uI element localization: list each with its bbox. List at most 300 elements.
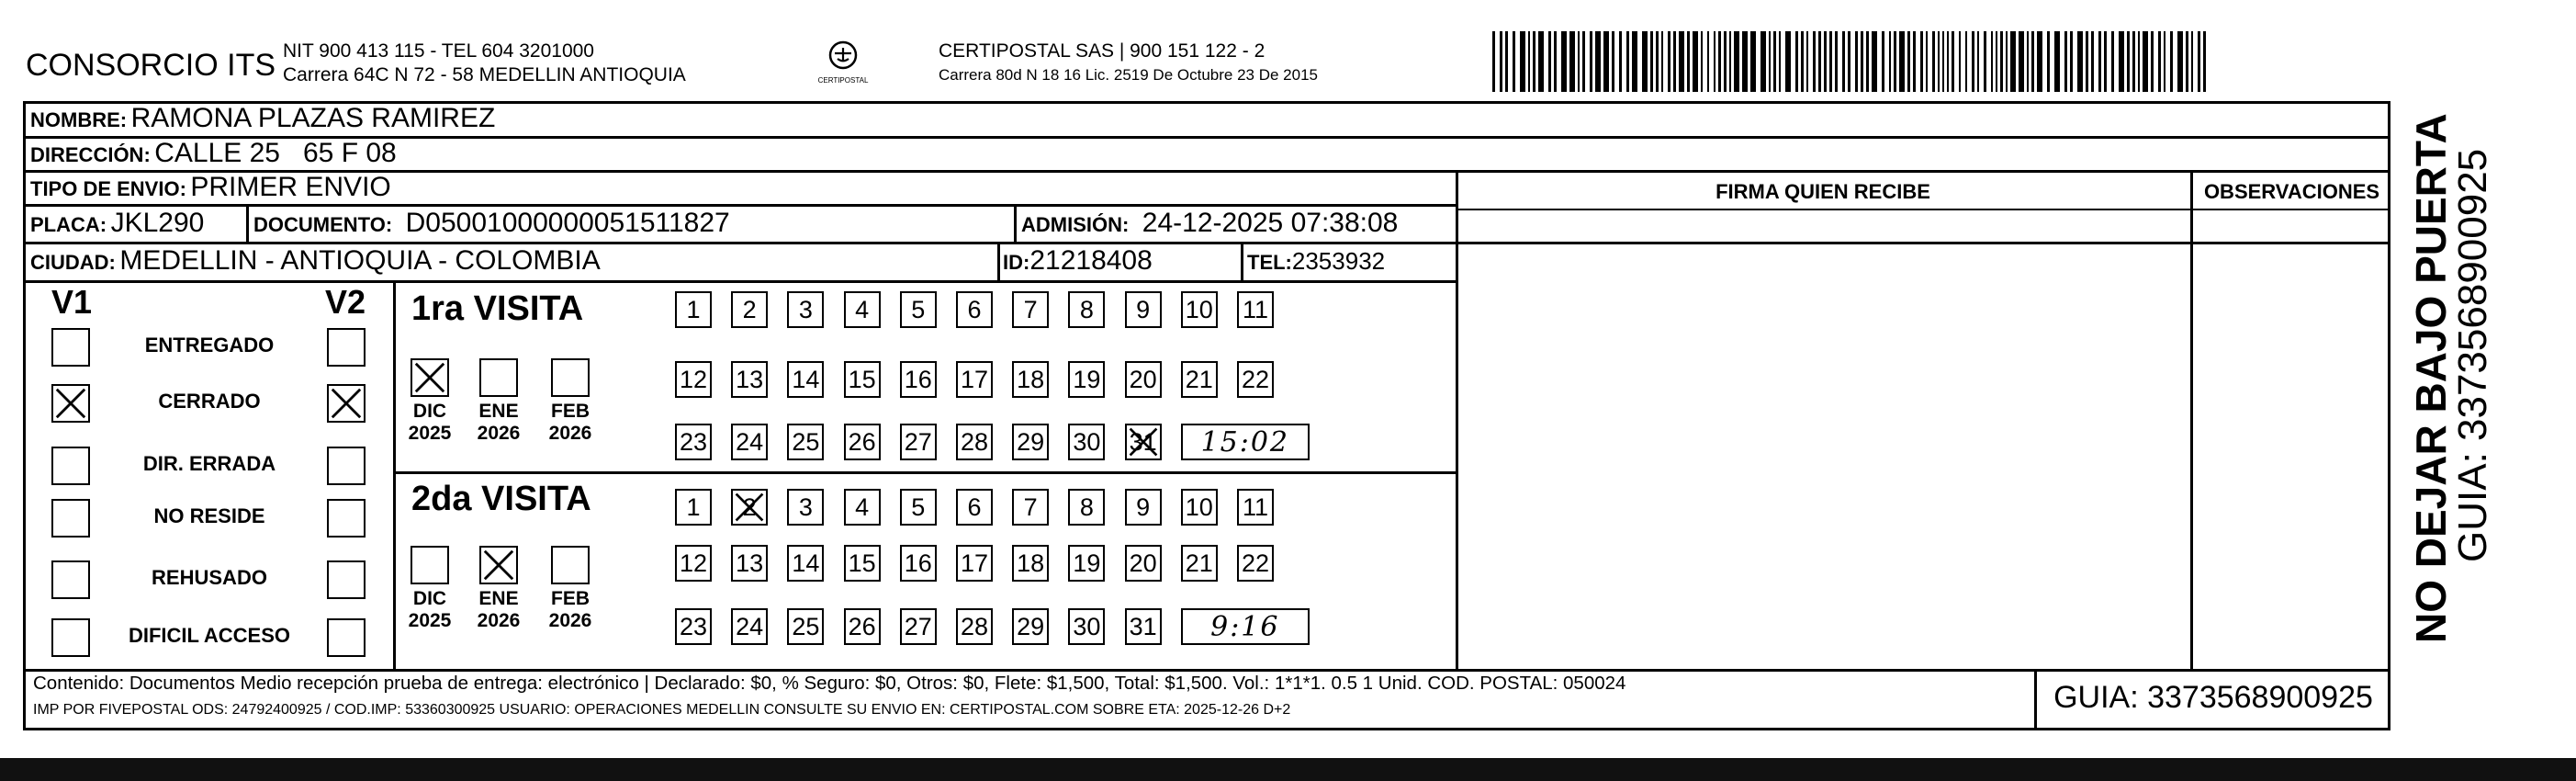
ciudad-label: CIUDAD: [30, 251, 116, 274]
day-box[interactable] [675, 361, 712, 398]
barcode-bar [1899, 31, 1905, 92]
day-number: 10 [1185, 295, 1213, 323]
day-box[interactable] [731, 291, 768, 328]
status-v1-checkbox[interactable] [51, 499, 90, 538]
x-mark-icon [481, 548, 516, 583]
courier-license: Carrera 80d N 18 16 Lic. 2519 De Octubre 23 De 2015 [939, 66, 1318, 84]
day-number: 25 [792, 427, 820, 456]
admision-cell [1021, 208, 1398, 239]
bottom-edge [0, 758, 2576, 781]
month-label [542, 588, 599, 632]
day-box[interactable] [1125, 489, 1162, 526]
barcode-bar [2091, 31, 2094, 92]
day-number: 10 [1185, 492, 1213, 521]
month-checkbox[interactable] [411, 358, 449, 397]
day-box[interactable] [1012, 291, 1049, 328]
nombre-label: NOMBRE: [30, 108, 128, 131]
id-cell [1003, 245, 1153, 277]
day-number: 21 [1185, 365, 1213, 393]
tipo-envio-row [30, 172, 391, 203]
placa-cell [30, 208, 204, 239]
day-box[interactable] [1012, 545, 1049, 582]
barcode-bar [1824, 31, 1827, 92]
barcode-bar [2151, 31, 2154, 92]
documento-value: D05001000000051511827 [405, 208, 730, 238]
barcode-bar [2170, 31, 2173, 92]
day-number: 14 [792, 549, 820, 577]
month-name: FEB [551, 401, 590, 422]
day-number: 16 [904, 365, 932, 393]
barcode-bar [1848, 31, 1850, 92]
status-v2-checkbox[interactable] [327, 384, 366, 423]
day-box[interactable] [900, 361, 937, 398]
day-box[interactable] [956, 361, 993, 398]
barcode-bar [1569, 31, 1575, 92]
barcode-bar [2077, 31, 2083, 92]
day-number: 13 [736, 549, 764, 577]
barcode-bar [1656, 31, 1659, 92]
barcode-bar [2164, 31, 2165, 92]
barcode-bar [1779, 31, 1781, 92]
observaciones-label: OBSERVACIONES [2203, 180, 2380, 203]
guia-box: GUIA: 3373568900925 [2053, 680, 2373, 715]
status-v2-checkbox[interactable] [327, 499, 366, 538]
status-v1-checkbox[interactable] [51, 384, 90, 423]
barcode-bar [1882, 31, 1884, 92]
barcode-bar [1785, 31, 1791, 92]
day-number: 23 [679, 427, 708, 456]
imp-text: IMP POR FIVEPOSTAL ODS: 24792400925 / COD.IMP: 53360300925 USUARIO: OPERACIONES MEDELLIN CONSULTE SU ENVIO EN: CERTIPOSTAL.COM SOBRE ETA: 2025-12-26 D+2 [33, 702, 1291, 718]
day-box[interactable] [844, 489, 881, 526]
barcode-bar [2127, 31, 2130, 92]
month-checkbox[interactable] [479, 546, 518, 584]
tel-label: TEL: [1247, 251, 1292, 274]
barcode-bar [2031, 31, 2034, 92]
day-box[interactable] [956, 489, 993, 526]
x-mark-icon [53, 386, 88, 421]
barcode-bar [1769, 31, 1771, 92]
barcode-bar [1668, 31, 1670, 92]
documento-cell [253, 208, 730, 239]
day-number: 12 [679, 549, 708, 577]
tel-value: 2353932 [1291, 247, 1386, 275]
placa-value: JKL290 [110, 208, 205, 238]
barcode-bar [1760, 31, 1766, 92]
month-name: ENE [478, 401, 519, 422]
ciudad-cell [30, 245, 601, 277]
day-box[interactable] [1125, 361, 1162, 398]
barcode-bar [2203, 31, 2206, 92]
day-number: 28 [960, 427, 989, 456]
barcode-bar [1947, 31, 1949, 92]
barcode-bar [1742, 31, 1748, 92]
day-box[interactable] [675, 424, 712, 460]
handwritten-time: 15:02 [1181, 424, 1310, 460]
day-box[interactable] [1068, 545, 1105, 582]
visit2-title: 2da VISITA [411, 480, 591, 518]
day-number: 11 [1242, 295, 1269, 323]
month-checkbox[interactable] [551, 546, 590, 584]
barcode-bar [1926, 31, 1928, 92]
contenido-text: Contenido: Documentos Medio recepción prueba de entrega: electrónico | Declarado: $0, % Seguro: $0, Otros: $0, Flete: $1,500, Total: $1,500. Vol.: 1*1*1. 0.5 1 Unid. COD. POSTAL: 050024 [33, 673, 1626, 694]
month-checkbox[interactable] [411, 546, 449, 584]
month-label [470, 401, 527, 445]
barcode-bar [2119, 31, 2124, 92]
day-box[interactable] [731, 489, 768, 526]
day-number: 3 [798, 492, 813, 521]
day-box[interactable] [900, 291, 937, 328]
month-name: DIC [412, 588, 447, 609]
day-number: 27 [904, 427, 932, 456]
month-label [542, 401, 599, 445]
barcode-bar [1492, 31, 1495, 92]
courier-line: CERTIPOSTAL SAS | 900 151 122 - 2 [939, 40, 1266, 62]
signature-area[interactable] [1460, 213, 2188, 667]
day-number: 5 [911, 295, 926, 323]
day-box[interactable] [1181, 489, 1218, 526]
day-number: 18 [1017, 365, 1045, 393]
logo-text: CERTIPOSTAL [817, 76, 869, 85]
barcode-bar [2070, 31, 2073, 92]
barcode-bar [1612, 31, 1614, 92]
day-number: 22 [1241, 365, 1270, 393]
day-box[interactable] [956, 608, 993, 645]
barcode-bar [2177, 31, 2183, 92]
id-label: ID: [1003, 251, 1030, 274]
day-number: 23 [679, 612, 708, 640]
direccion-value: CALLE 25 65 F 08 [154, 138, 397, 168]
x-mark-icon [733, 491, 766, 524]
certipostal-logo [816, 37, 871, 92]
x-mark-icon [329, 386, 364, 421]
company-name: CONSORCIO ITS [26, 48, 276, 83]
barcode-bar [1538, 31, 1544, 92]
status-v1-checkbox[interactable] [51, 560, 90, 599]
day-number: 20 [1129, 549, 1157, 577]
day-box[interactable] [1125, 424, 1162, 460]
barcode-bar [2054, 31, 2060, 92]
day-box[interactable] [956, 291, 993, 328]
day-box[interactable] [844, 545, 881, 582]
barcode-bar [1991, 31, 1993, 92]
x-mark-icon [1127, 425, 1160, 458]
barcode-bar [1806, 31, 1808, 92]
barcode-bar [1835, 31, 1838, 92]
barcode-bar [2010, 31, 2016, 92]
barcode-bar [1932, 31, 1935, 92]
barcode-bar [2186, 31, 2188, 92]
day-box[interactable] [787, 291, 824, 328]
day-box[interactable] [787, 545, 824, 582]
month-checkbox[interactable] [479, 358, 518, 397]
barcode-bar [1693, 31, 1698, 92]
day-box[interactable] [675, 489, 712, 526]
day-number: 19 [1073, 365, 1101, 393]
day-number: 18 [1017, 549, 1045, 577]
day-box[interactable] [956, 424, 993, 460]
day-box[interactable] [1181, 361, 1218, 398]
day-box[interactable] [787, 361, 824, 398]
day-number: 26 [848, 612, 876, 640]
nombre-value: RAMONA PLAZAS RAMIREZ [130, 103, 496, 133]
day-box[interactable] [1068, 291, 1105, 328]
month-year: 2026 [477, 423, 521, 444]
barcode-bar [1813, 31, 1816, 92]
direccion-label: DIRECCIÓN: [30, 143, 151, 166]
barcode-bar [1619, 31, 1622, 92]
placa-label: PLACA: [30, 213, 107, 236]
day-number: 27 [904, 612, 932, 640]
day-number: 1 [686, 492, 701, 521]
day-box[interactable] [900, 545, 937, 582]
v2-label: V2 [325, 283, 366, 321]
month-name: DIC [412, 401, 447, 422]
day-box[interactable] [787, 424, 824, 460]
status-v1-checkbox[interactable] [51, 328, 90, 367]
barcode-bar [2086, 31, 2088, 92]
status-v1-checkbox[interactable] [51, 618, 90, 657]
barcode-bar [2143, 31, 2148, 92]
day-box[interactable] [844, 424, 881, 460]
barcode-bar [1829, 31, 1832, 92]
month-checkbox[interactable] [551, 358, 590, 397]
day-number: 1 [686, 295, 701, 323]
month-year: 2026 [548, 423, 592, 444]
barcode-bar [1642, 31, 1648, 92]
day-number: 5 [911, 492, 926, 521]
barcode-bar [1972, 31, 1974, 92]
day-number: 15 [848, 549, 876, 577]
status-label: REHUSADO [152, 566, 267, 589]
day-number: 2 [742, 492, 757, 521]
day-box[interactable] [1012, 424, 1049, 460]
day-box[interactable] [1012, 608, 1049, 645]
day-number: 6 [967, 492, 982, 521]
day-number: 31 [1129, 427, 1157, 456]
status-v2-checkbox[interactable] [327, 328, 366, 367]
day-box[interactable] [1237, 545, 1274, 582]
barcode-bar [2000, 31, 2003, 92]
day-box[interactable] [900, 489, 937, 526]
barcode-bar [1729, 31, 1731, 92]
ciudad-value: MEDELLIN - ANTIOQUIA - COLOMBIA [119, 245, 601, 276]
barcode-bar [2104, 31, 2107, 92]
day-number: 17 [960, 549, 989, 577]
company-nit: NIT 900 413 115 - TEL 604 3201000 [283, 40, 594, 62]
day-number: 3 [798, 295, 813, 323]
day-number: 29 [1017, 612, 1045, 640]
day-box[interactable] [1125, 545, 1162, 582]
month-label [401, 588, 458, 632]
admision-label: ADMISIÓN: [1021, 213, 1130, 236]
barcode-bar [1632, 31, 1637, 92]
barcode-bar [2006, 31, 2008, 92]
day-box[interactable] [1068, 608, 1105, 645]
barcode-bar [1952, 31, 1954, 92]
month-name: FEB [551, 588, 590, 609]
day-number: 7 [1023, 295, 1038, 323]
barcode-bar [1603, 31, 1609, 92]
barcode-bar [2132, 31, 2135, 92]
tipo-envio-value: PRIMER ENVIO [190, 172, 391, 202]
day-box[interactable] [1181, 545, 1218, 582]
day-box[interactable] [1237, 489, 1274, 526]
day-box[interactable] [1012, 361, 1049, 398]
month-year: 2025 [408, 423, 452, 444]
barcode-bar [1750, 31, 1756, 92]
day-number: 30 [1073, 427, 1101, 456]
day-box[interactable] [900, 608, 937, 645]
day-box[interactable] [731, 608, 768, 645]
day-box[interactable] [1237, 291, 1274, 328]
month-year: 2026 [548, 610, 592, 631]
day-box[interactable] [1181, 291, 1218, 328]
month-label [470, 588, 527, 632]
day-number: 22 [1241, 549, 1270, 577]
day-number: 25 [792, 612, 820, 640]
day-number: 20 [1129, 365, 1157, 393]
status-v2-checkbox[interactable] [327, 618, 366, 657]
barcode-bar [1842, 31, 1845, 92]
barcode-bar [1578, 31, 1580, 92]
barcode-bar [1701, 31, 1703, 92]
barcode-bar [1661, 31, 1663, 92]
status-label: CERRADO [158, 390, 261, 413]
admision-value: 24-12-2025 07:38:08 [1142, 208, 1399, 238]
day-number: 8 [1079, 492, 1094, 521]
v1-label: V1 [51, 283, 93, 321]
id-value: 21218408 [1029, 245, 1153, 276]
day-box[interactable] [1068, 489, 1105, 526]
day-number: 24 [736, 612, 764, 640]
barcode-bar [1907, 31, 1910, 92]
day-number: 8 [1079, 295, 1094, 323]
barcode-bar [1548, 31, 1551, 92]
day-box[interactable] [675, 608, 712, 645]
month-year: 2025 [408, 610, 452, 631]
barcode-bar [1718, 31, 1721, 92]
barcode-bar [1818, 31, 1821, 92]
barcode-bar [1795, 31, 1798, 92]
barcode-bar [2064, 31, 2067, 92]
day-box[interactable] [1125, 291, 1162, 328]
day-box[interactable] [787, 608, 824, 645]
barcode-bar [1959, 31, 1961, 92]
barcode-bar [1773, 31, 1776, 92]
status-label: DIFICIL ACCESO [128, 624, 290, 647]
day-number: 21 [1185, 549, 1213, 577]
barcode-bar [2138, 31, 2140, 92]
day-box[interactable] [731, 424, 768, 460]
day-number: 13 [736, 365, 764, 393]
observations-area[interactable] [2195, 213, 2388, 667]
barcode-bar [1679, 31, 1684, 92]
barcode-bar [1500, 31, 1502, 92]
day-box[interactable] [1125, 608, 1162, 645]
handwritten-time: 9:16 [1181, 608, 1310, 645]
day-box[interactable] [844, 608, 881, 645]
status-v2-checkbox[interactable] [327, 447, 366, 485]
status-v1-checkbox[interactable] [51, 447, 90, 485]
side-guia: GUIA: 3373568900925 [2450, 148, 2495, 562]
x-mark-icon [412, 360, 447, 395]
company-address: Carrera 64C N 72 - 58 MEDELLIN ANTIOQUIA [283, 64, 686, 85]
barcode-bar [1734, 31, 1739, 92]
barcode-bar [1920, 31, 1923, 92]
day-number: 7 [1023, 492, 1038, 521]
documento-label: DOCUMENTO: [253, 213, 393, 236]
day-box[interactable] [844, 291, 881, 328]
barcode-bar [2019, 31, 2024, 92]
barcode-bar [1554, 31, 1557, 92]
barcode-bar [1650, 31, 1653, 92]
day-box[interactable] [844, 361, 881, 398]
firma-label: FIRMA QUIEN RECIBE [1715, 180, 1930, 203]
barcode-bar [1707, 31, 1709, 92]
barcode-bar [1866, 31, 1869, 92]
tipo-envio-label: TIPO DE ENVIO: [30, 177, 186, 200]
barcode-bar [1913, 31, 1916, 92]
day-number: 2 [742, 295, 757, 323]
month-name: ENE [478, 588, 519, 609]
day-box[interactable] [1237, 361, 1274, 398]
day-box[interactable] [675, 545, 712, 582]
barcode-bar [1965, 31, 1967, 92]
barcode-bar [1996, 31, 1997, 92]
status-v2-checkbox[interactable] [327, 560, 366, 599]
day-number: 29 [1017, 427, 1045, 456]
day-box[interactable] [731, 545, 768, 582]
barcode-bar [1687, 31, 1690, 92]
barcode-bar [2037, 31, 2042, 92]
day-box[interactable] [900, 424, 937, 460]
barcode-bar [1520, 31, 1525, 92]
barcode-bar [1561, 31, 1567, 92]
barcode-bar [1977, 31, 1979, 92]
day-box[interactable] [1012, 489, 1049, 526]
day-number: 31 [1129, 612, 1157, 640]
barcode-bar [2158, 31, 2161, 92]
month-year: 2026 [477, 610, 521, 631]
day-box[interactable] [1068, 424, 1105, 460]
day-box[interactable] [956, 545, 993, 582]
barcode [1492, 31, 2213, 92]
barcode-bar [1938, 31, 1940, 92]
barcode-bar [1673, 31, 1676, 92]
day-number: 17 [960, 365, 989, 393]
nombre-row [30, 103, 495, 134]
barcode-bar [1861, 31, 1863, 92]
day-box[interactable] [1068, 361, 1105, 398]
barcode-bar [1942, 31, 1944, 92]
barcode-bar [2027, 31, 2029, 92]
visit1-title: 1ra VISITA [411, 289, 584, 328]
day-number: 19 [1073, 549, 1101, 577]
barcode-bar [1505, 31, 1508, 92]
barcode-bar [1513, 31, 1515, 92]
day-box[interactable] [787, 489, 824, 526]
barcode-bar [1724, 31, 1727, 92]
barcode-bar [1889, 31, 1891, 92]
barcode-bar [2191, 31, 2193, 92]
day-box[interactable] [675, 291, 712, 328]
barcode-bar [1626, 31, 1629, 92]
barcode-bar [2198, 31, 2200, 92]
status-label: DIR. ERRADA [142, 452, 276, 475]
status-label: NO RESIDE [153, 504, 265, 527]
day-box[interactable] [731, 361, 768, 398]
barcode-bar [1714, 31, 1715, 92]
